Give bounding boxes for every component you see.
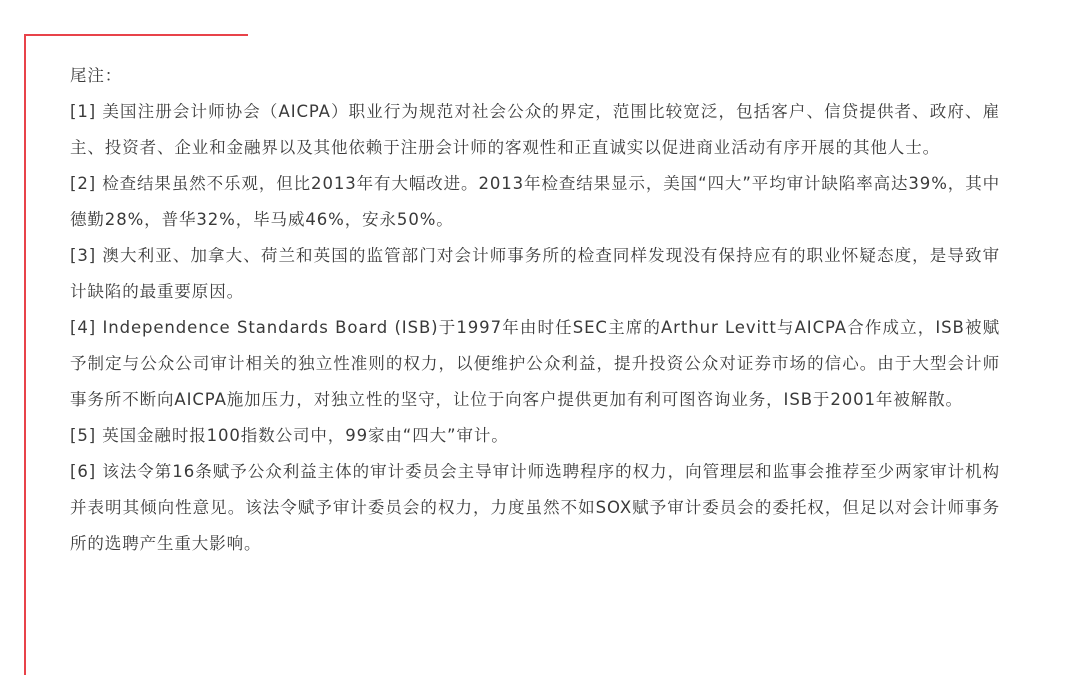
endnote-6: [6] 该法令第16条赋予公众利益主体的审计委员会主导审计师选聘程序的权力，向管理层和监事会推荐至少两家审计机构并表明其倾向性意见。该法令赋予审计委员会的权力，力度虽然不如SOX赋予审计委员会的委托权，但足以对会计师事务所的选聘产生重大影响。 bbox=[70, 462, 1000, 553]
endnote-3: [3] 澳大利亚、加拿大、荷兰和英国的监管部门对会计师事务所的检查同样发现没有保持应有的职业怀疑态度，是导致审计缺陷的最重要原因。 bbox=[70, 246, 1000, 301]
endnote-2: [2] 检查结果虽然不乐观，但比2013年有大幅改进。2013年检查结果显示，美国“四大”平均审计缺陷率高达39%，其中德勤28%，普华32%，毕马威46%，安永50%。 bbox=[70, 174, 1000, 229]
endnotes-heading: 尾注： bbox=[70, 66, 123, 85]
endnote-4: [4] Independence Standards Board (ISB)于1997年由时任SEC主席的Arthur Levitt与AICPA合作成立，ISB被赋予制定与公众公司审计相关的独立性准则的权力，以便维护公众利益，提升投资公众对证券市场的信心。由于大型会计师事务所不断向AICPA施加压力，对独立性的坚守，让位于向客户提供更加有利可图咨询业务，ISB于2001年被解散。 bbox=[70, 318, 1000, 409]
accent-line-top bbox=[24, 34, 248, 36]
endnote-5: [5] 英国金融时报100指数公司中，99家由“四大”审计。 bbox=[70, 426, 509, 445]
endnotes-block bbox=[70, 58, 1000, 562]
accent-line-left bbox=[24, 34, 26, 675]
endnote-1: [1] 美国注册会计师协会（AICPA）职业行为规范对社会公众的界定，范围比较宽泛，包括客户、信贷提供者、政府、雇主、投资者、企业和金融界以及其他依赖于注册会计师的客观性和正直诚实以促进商业活动有序开展的其他人士。 bbox=[70, 102, 1000, 157]
